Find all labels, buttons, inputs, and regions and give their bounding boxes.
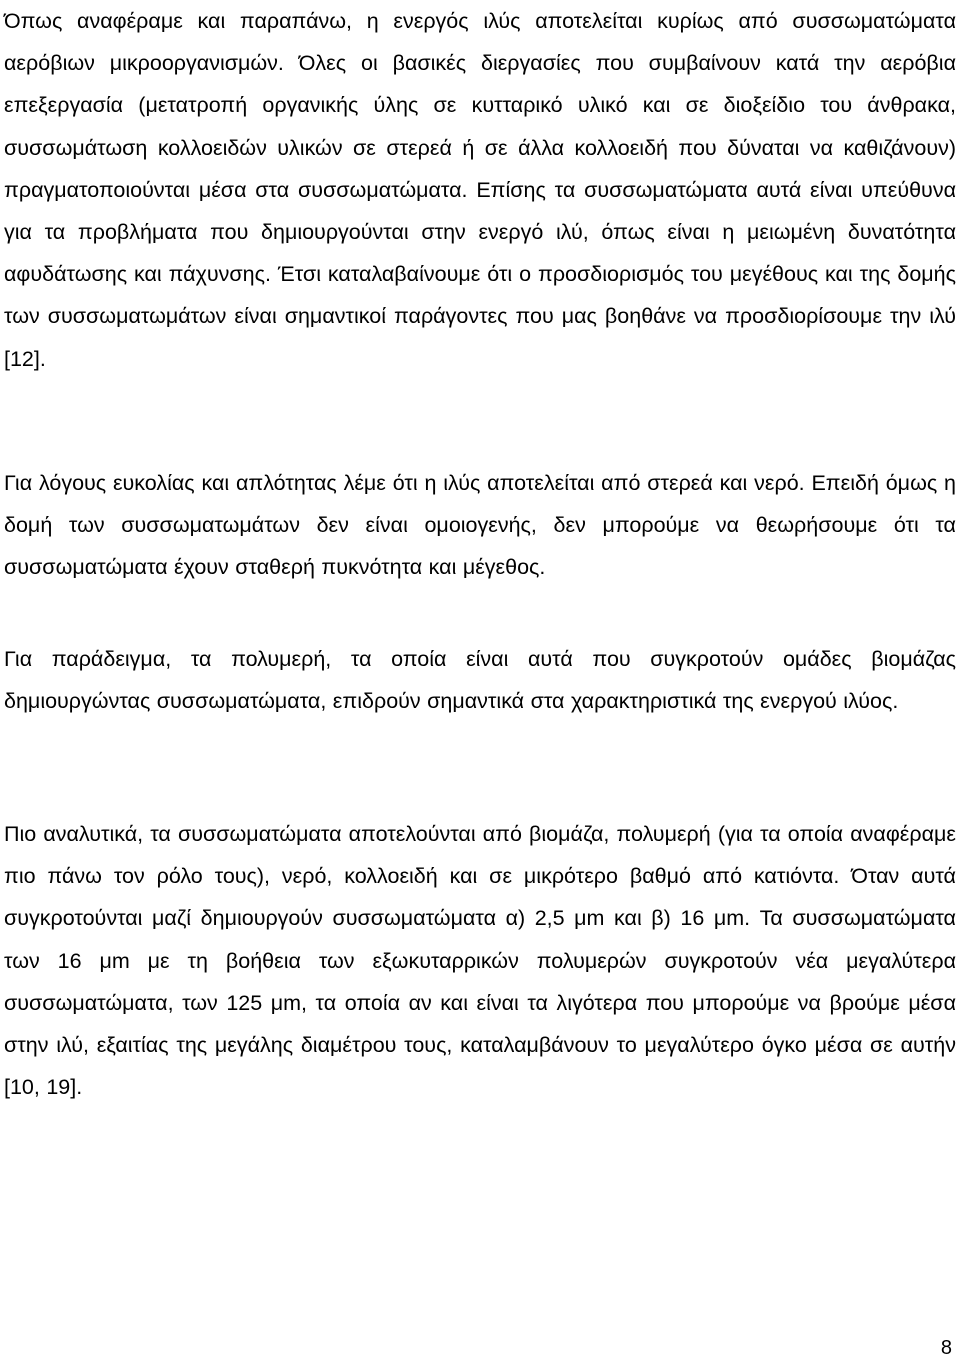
paragraph-solids-and-water: Για λόγους ευκολίας και απλότητας λέμε ότι η ιλύς αποτελείται από στερεά και νερό. Επειδή όμως η δομή των συσσωματωμάτων δεν είναι ομοιογενής, δεν μπορούμε να θεωρήσουμε ότι τα συσσωματώματα έχουν σταθερή πυκνότητα και μέγεθος. <box>4 471 956 580</box>
paragraph-polymers-example: Για παράδειγμα, τα πολυμερή, τα οποία είναι αυτά που συγκροτούν ομάδες βιομάζας δημιουργώντας συσσωματώματα, επιδρούν σημαντικά στα χαρακτηριστικά της ενεργού ιλύος. <box>4 647 956 714</box>
paragraph-floc-composition: Πιο αναλυτικά, τα συσσωματώματα αποτελούνται από βιομάζα, πολυμερή (για τα οποία αναφέραμε πιο πάνω τον ρόλο τους), νερό, κολλοειδή και σε μικρότερο βαθμό από κατιόντα. Όταν αυτά συγκροτούνται μαζί δημιουργούν συσσωματώματα α) 2,5 μm και β) 16 μm. Τα συσσωματώματα των 16 μm με τη βοήθεια των εξωκυταρρικών πολυμερών συγκροτούν νέα μεγαλύτερα συσσωματώματα, των 125 μm, τα οποία αν και είναι τα λιγότερα που μπορούμε να βρούμε μέσα στην ιλύ, εξαιτίας της μεγάλης διαμέτρου τους, καταλαμβάνουν το μεγαλύτερο όγκο μέσα σε αυτήν [10, 19]. <box>4 822 956 1100</box>
paragraph-activated-sludge-flocs: Όπως αναφέραμε και παραπάνω, η ενεργός ιλύς αποτελείται κυρίως από συσσωματώματα αερόβιων μικροοργανισμών. Όλες οι βασικές διεργασίες που συμβαίνουν κατά την αερόβια επεξεργασία (μετατροπή οργανικής ύλης σε κυτταρικό υλικό και σε διοξείδιο του άνθρακα, συσσωμάτωση κολλοειδών υλικών σε στερεά ή σε άλλα κολλοειδή που δύναται να καθιζάνουν) πραγματοποιούνται μέσα στα συσσωματώματα. Επίσης τα συσσωματώματα αυτά είναι υπεύθυνα για τα προβλήματα που δημιουργούνται στην ενεργό ιλύ, όπως είναι η μειωμένη δυνατότητα αφυδάτωσης και πάχυνσης. Έτσι καταλαβαίνουμε ότι ο προσδιορισμός του μεγέθους και της δομής των συσσωματωμάτων είναι σημαντικοί παράγοντες που μας βοηθάνε να προσδιορίσουμε την ιλύ [12]. <box>4 9 956 371</box>
page-number: 8 <box>940 1337 952 1359</box>
